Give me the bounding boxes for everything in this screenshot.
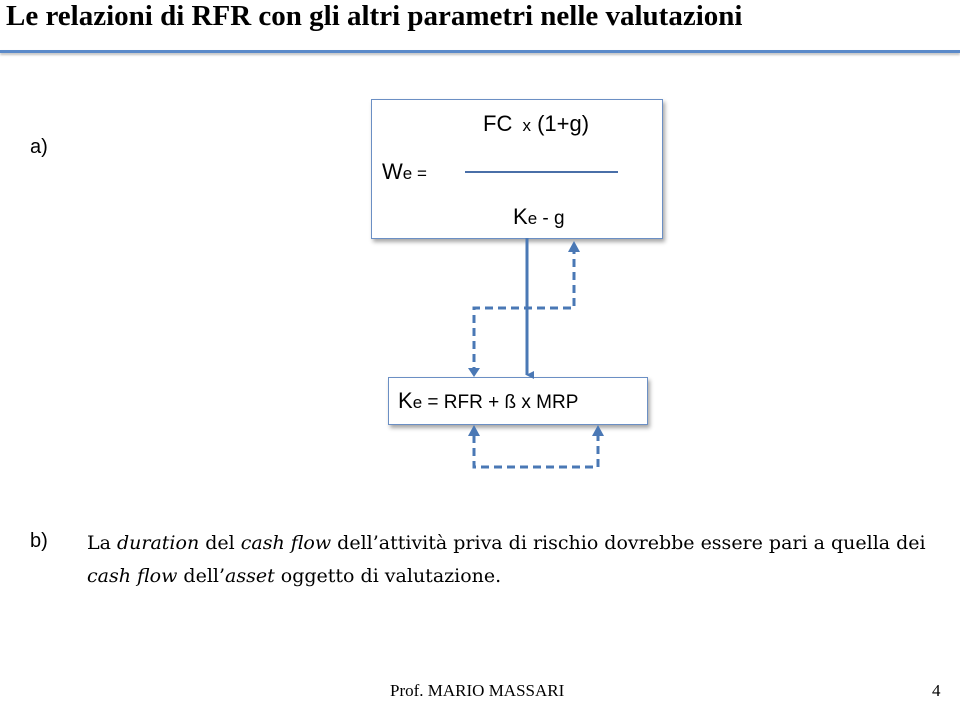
arrowhead-bottom-right xyxy=(592,425,604,436)
arrowhead-bottom-left xyxy=(468,425,480,436)
text-9: oggetto di valutazione. xyxy=(274,565,502,587)
text-5: dell’attività priva di rischio dovrebbe essere pari a quella dei xyxy=(331,532,926,554)
formula-lhs-equals: = xyxy=(412,164,427,183)
formula-lhs-subscript: e xyxy=(402,164,413,183)
numerator-growth: (1+g) xyxy=(537,111,590,136)
text-asset: asset xyxy=(225,565,275,587)
text-3: del xyxy=(199,532,241,554)
text-1: La xyxy=(87,532,117,554)
arrowhead-down-left xyxy=(468,368,480,377)
text-duration: duration xyxy=(116,532,200,554)
denominator-rest: - g xyxy=(537,208,565,229)
capm-rest: = RFR + ß x MRP xyxy=(422,392,579,413)
dashed-arrow-up-right xyxy=(474,248,574,375)
text-cash-flow-1: cash flow xyxy=(240,532,332,554)
item-label-b: b) xyxy=(30,530,48,552)
formula-lhs-symbol: W xyxy=(382,159,403,184)
capm-subscript: e xyxy=(412,393,423,412)
numerator-fc: FC xyxy=(483,111,513,136)
footer-author: Prof. MARIO MASSARI xyxy=(390,681,565,700)
denominator-subscript: e xyxy=(527,209,538,228)
page-title: Le relazioni di RFR con gli altri parametri nelle valutazioni xyxy=(6,0,743,32)
text-cash-flow-2: cash flow xyxy=(87,565,178,587)
numerator-times: x xyxy=(522,116,531,135)
page-number: 4 xyxy=(932,681,941,700)
text-7: dell’ xyxy=(177,565,226,587)
item-b-text xyxy=(87,527,927,593)
denominator-k: K xyxy=(513,204,528,229)
dashed-arrow-bottom-loop xyxy=(474,435,598,467)
arrowhead-up-right xyxy=(568,241,580,252)
item-label-a: a) xyxy=(30,136,48,158)
capm-k: K xyxy=(398,388,413,413)
